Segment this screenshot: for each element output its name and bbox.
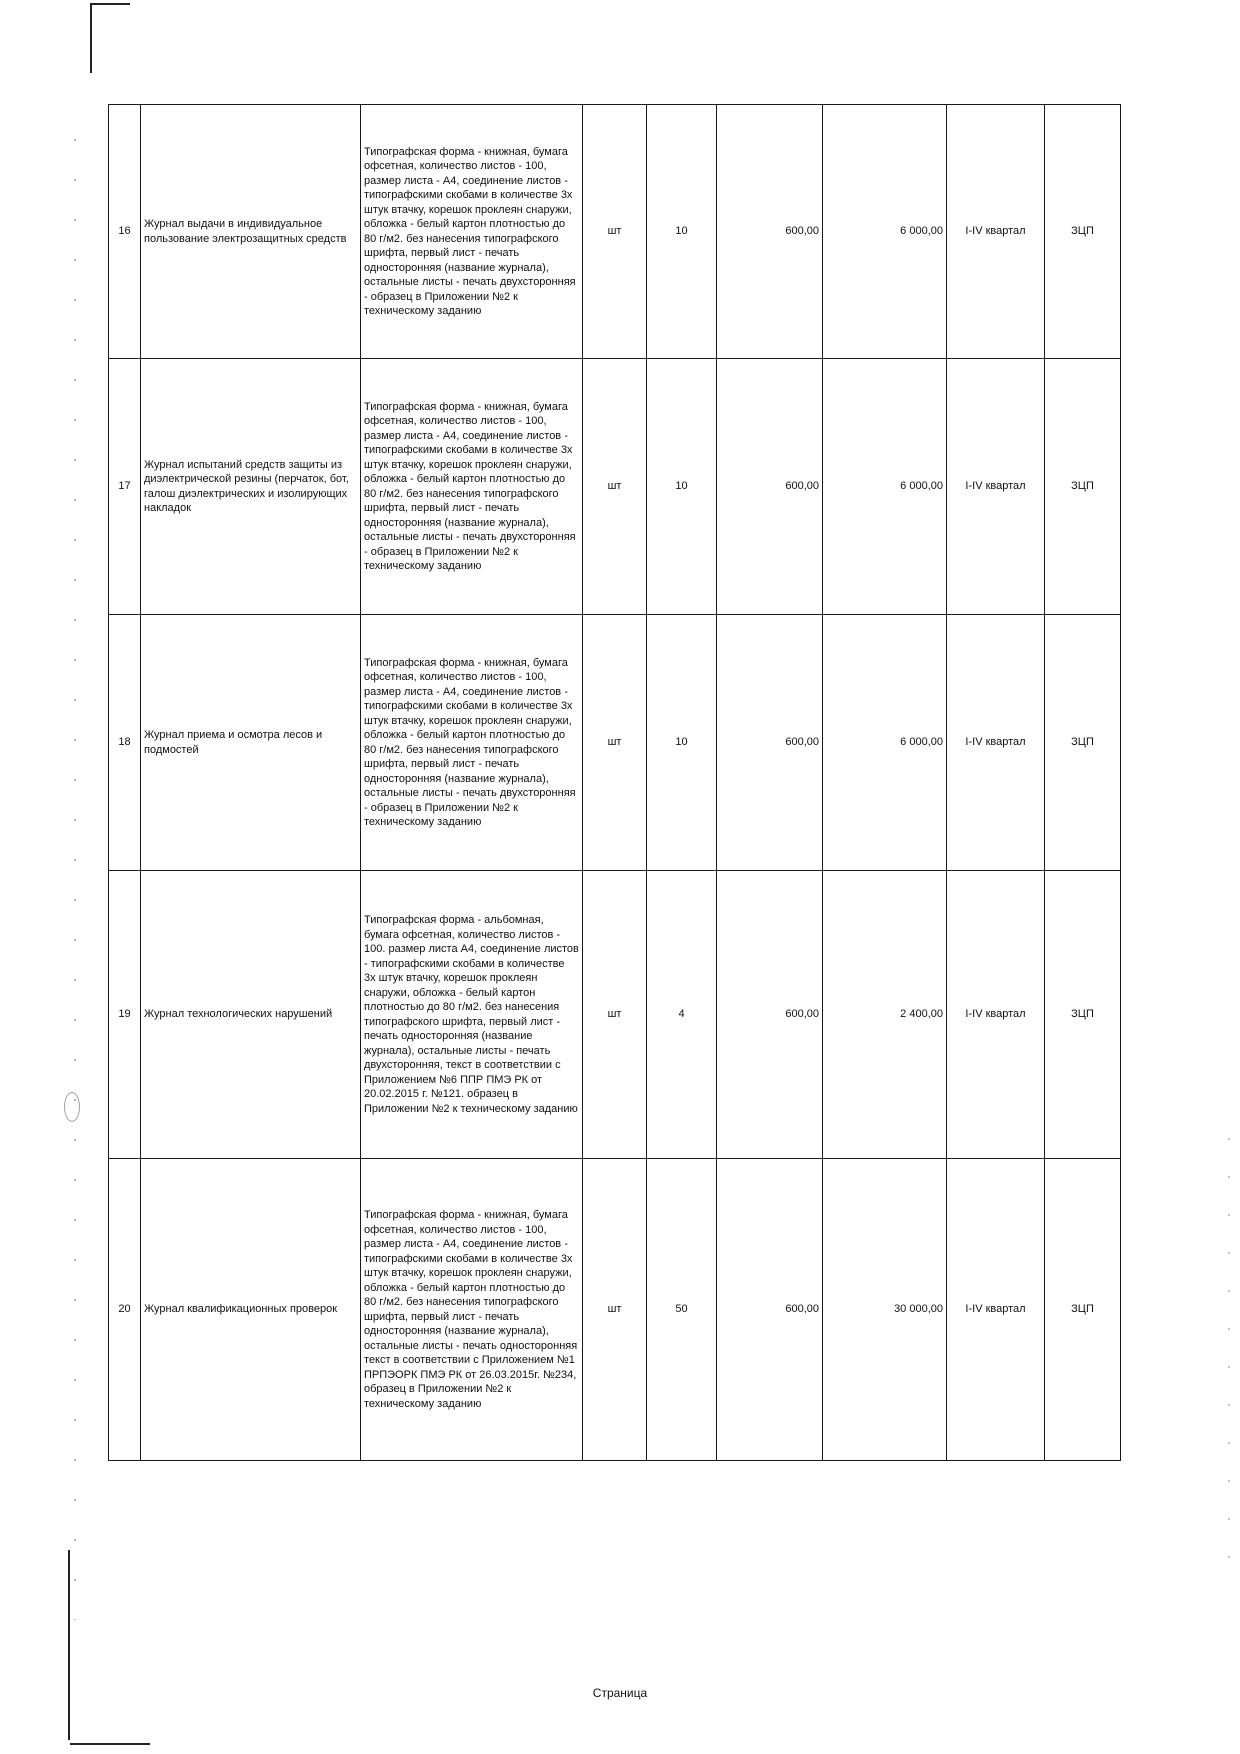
unit-price: 600,00: [717, 871, 823, 1159]
procurement-table: [108, 104, 1121, 1461]
quantity: 50: [647, 1159, 717, 1461]
unit-of-measure: шт: [583, 871, 647, 1159]
unit-price: 600,00: [717, 1159, 823, 1461]
department: ЗЦП: [1045, 359, 1121, 615]
table-row: [109, 359, 1121, 615]
item-description: Типографская форма - книжная, бумага офсетная, количество листов - 100, размер листа - А4, соединение листов - типографскими скобами в количестве 3х штук втачку, корешок проклеян снаружи, обложка - белый картон плотностью до 80 г/м2. без нанесения типографского шрифта, первый лист - печать односторонняя (название журнала), остальные листы - печать односторонняя текст в соответствии с Приложением №1 ПРПЭОРК ПМЭ РК от 26.03.2015г. №234, образец в Приложении №2 к техническому заданию: [361, 1159, 583, 1461]
row-number: 19: [109, 871, 141, 1159]
delivery-period: I-IV квартал: [947, 359, 1045, 615]
punch-hole-mark: [64, 1092, 80, 1122]
item-name: Журнал выдачи в индивидуальное пользование электрозащитных средств: [141, 105, 361, 359]
delivery-period: I-IV квартал: [947, 105, 1045, 359]
delivery-period: I-IV квартал: [947, 615, 1045, 871]
department: ЗЦП: [1045, 1159, 1121, 1461]
row-number: 16: [109, 105, 141, 359]
unit-of-measure: шт: [583, 1159, 647, 1461]
row-number: 20: [109, 1159, 141, 1461]
quantity: 4: [647, 871, 717, 1159]
table-row: [109, 1159, 1121, 1461]
item-name: Журнал испытаний средств защиты из диэлектрической резины (перчаток, бот, галош диэлектрических и изолирующих накладок: [141, 359, 361, 615]
department: ЗЦП: [1045, 871, 1121, 1159]
table-row: [109, 105, 1121, 359]
scan-dots-left: [72, 120, 78, 1620]
quantity: 10: [647, 359, 717, 615]
total-sum: 6 000,00: [823, 359, 947, 615]
unit-price: 600,00: [717, 105, 823, 359]
unit-of-measure: шт: [583, 359, 647, 615]
item-description: Типографская форма - альбомная, бумага офсетная, количество листов - 100. размер листа А4, соединение листов - типографскими скобами в количестве 3х штук втачку, корешок проклеян снаружи, обложка - белый картон плотностью до 80 г/м2. без нанесения типографского шрифта, первый лист - печать односторонняя (название журнала), остальные листы - печать двухсторонняя, текст в соответствии с Приложением №6 ППР ПМЭ РК от 20.02.2015 г. №121. образец в Приложении №2 к техническому заданию: [361, 871, 583, 1159]
row-number: 18: [109, 615, 141, 871]
item-description: Типографская форма - книжная, бумага офсетная, количество листов - 100, размер листа - А4, соединение листов - типографскими скобами в количестве 3х штук втачку, корешок проклеян снаружи, обложка - белый картон плотностью до 80 г/м2. без нанесения типографского шрифта, первый лист - печать односторонняя (название журнала), остальные листы - печать двухсторонняя - образец в Приложении №2 к техническому заданию: [361, 359, 583, 615]
page-footer-label: Страница: [592, 1686, 648, 1700]
row-number: 17: [109, 359, 141, 615]
delivery-period: I-IV квартал: [947, 1159, 1045, 1461]
item-description: Типографская форма - книжная, бумага офсетная, количество листов - 100, размер листа - А4, соединение листов - типографскими скобами в количестве 3х штук втачку, корешок проклеян снаружи, обложка - белый картон плотностью до 80 г/м2. без нанесения типографского шрифта, первый лист - печать односторонняя (название журнала), остальные листы - печать двухсторонняя - образец в Приложении №2 к техническому заданию: [361, 105, 583, 359]
item-name: Журнал квалификационных проверок: [141, 1159, 361, 1461]
delivery-period: I-IV квартал: [947, 871, 1045, 1159]
scan-corner-mark-bottom: [70, 1743, 150, 1745]
quantity: 10: [647, 105, 717, 359]
total-sum: 2 400,00: [823, 871, 947, 1159]
total-sum: 30 000,00: [823, 1159, 947, 1461]
unit-price: 600,00: [717, 359, 823, 615]
total-sum: 6 000,00: [823, 615, 947, 871]
item-name: Журнал технологических нарушений: [141, 871, 361, 1159]
table-row: [109, 615, 1121, 871]
scan-corner-mark-top: [90, 3, 130, 5]
department: ЗЦП: [1045, 105, 1121, 359]
department: ЗЦП: [1045, 615, 1121, 871]
unit-of-measure: шт: [583, 615, 647, 871]
item-name: Журнал приема и осмотра лесов и подмостей: [141, 615, 361, 871]
quantity: 10: [647, 615, 717, 871]
table-row: [109, 871, 1121, 1159]
unit-price: 600,00: [717, 615, 823, 871]
scan-corner-mark-left: [90, 3, 92, 73]
scan-dots-right: [1226, 1120, 1232, 1580]
item-description: Типографская форма - книжная, бумага офсетная, количество листов - 100, размер листа - А4, соединение листов - типографскими скобами в количестве 3х штук втачку, корешок проклеян снаружи, обложка - белый картон плотностью до 80 г/м2. без нанесения типографского шрифта, первый лист - печать односторонняя (название журнала), остальные листы - печать двухсторонняя - образец в Приложении №2 к техническому заданию: [361, 615, 583, 871]
unit-of-measure: шт: [583, 105, 647, 359]
total-sum: 6 000,00: [823, 105, 947, 359]
scan-edge-mark-left: [68, 1550, 70, 1740]
